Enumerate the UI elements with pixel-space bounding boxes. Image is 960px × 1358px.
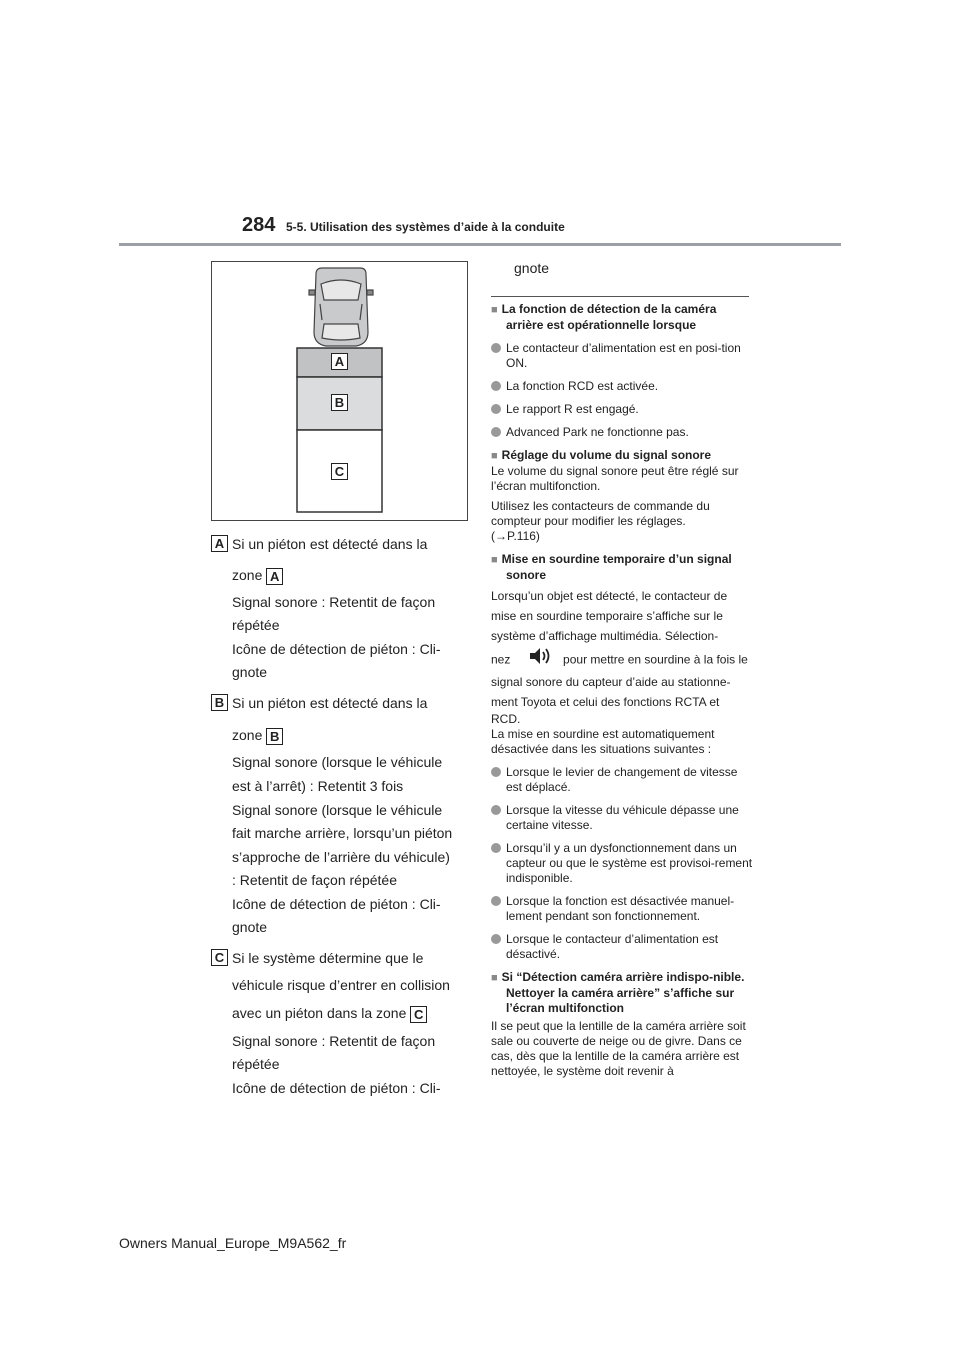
heading-camera-unavailable: ■ Si “Détection caméra arrière indispo-nible. Nettoyer la caméra arrière” s’affiche sur l’écran multifonction — [491, 970, 745, 1015]
bullet-icon — [491, 404, 501, 414]
zone-b-sound-rev-4: : Retentit de façon répétée — [232, 872, 397, 888]
paragraph: RCD. — [491, 712, 521, 726]
mute-paragraph: Lorsqu’un objet est détecté, le contacteur de mise en sourdine temporaire s’affiche sur le système d’affichage multimédia. Sélection- nez pour mettre en sourdine à la fois le signal sonore du capteur d’aide au stationne- ment Toyota et celui des fonctions RCTA et — [491, 589, 748, 709]
list-item: Lorsque la fonction est désactivée manuel-lement pendant son fonctionnement. — [491, 894, 753, 924]
zone-b-sound-rev: Signal sonore (lorsque le véhicule — [232, 802, 443, 818]
zone-b-icon-cont: gnote — [232, 919, 268, 935]
zone-a-sound: Signal sonore : Retentit de façon — [232, 594, 436, 610]
square-bullet-icon: ■ — [491, 554, 498, 566]
bullet-icon — [491, 343, 501, 353]
zone-c-label: C — [331, 463, 348, 480]
continued-text: gnote — [514, 260, 550, 276]
list-item: Lorsqu’il y a un dysfonctionnement dans un capteur ou que le système est provisoi-rement indisponible. — [491, 841, 753, 886]
paragraph: Le volume du signal sonore peut être réglé sur l’écran multifonction. — [491, 464, 739, 493]
zone-a-label: A — [331, 353, 348, 370]
zone-c-badge: C — [211, 949, 228, 966]
list-item: Lorsque la vitesse du véhicule dépasse une certaine vitesse. — [491, 803, 753, 833]
zone-c-sound: Signal sonore : Retentit de façon — [232, 1033, 436, 1049]
list-item: Lorsque le levier de changement de vitesse est déplacé. — [491, 765, 753, 795]
car-top-view-icon — [309, 268, 373, 346]
zone-word-b: zone B — [232, 723, 283, 747]
zone-c-sound-cont: répétée — [232, 1056, 280, 1072]
zone-c-icon: Icône de détection de piéton : Cli- — [232, 1080, 441, 1096]
zone-a-icon-cont: gnote — [232, 664, 268, 680]
list-item: Le rapport R est engagé. — [491, 402, 753, 417]
zone-c-desc-2: véhicule risque d’entrer en collision — [232, 977, 450, 993]
header-rule — [119, 243, 841, 246]
zone-b-sound-rev-3: s’approche de l’arrière du véhicule) — [232, 849, 450, 865]
zone-c-inline-badge: C — [410, 1006, 427, 1023]
list-item: Lorsque le contacteur d’alimentation est désactivé. — [491, 932, 753, 962]
column-rule — [491, 296, 749, 297]
paragraph: La mise en sourdine est automatiquement désactivée dans les situations suivantes : — [491, 727, 715, 756]
square-bullet-icon: ■ — [491, 450, 498, 462]
zone-a-icon: Icône de détection de piéton : Cli- — [232, 641, 441, 657]
speaker-mute-icon — [528, 646, 554, 675]
zone-b-badge: B — [211, 694, 228, 711]
list-item: Advanced Park ne fonctionne pas. — [491, 425, 753, 440]
zone-a-sound-cont: répétée — [232, 617, 280, 633]
rear-zone-figure — [211, 261, 468, 521]
square-bullet-icon: ■ — [491, 972, 498, 984]
zone-b-desc: Si un piéton est détecté dans la — [232, 695, 428, 711]
paragraph: Utilisez les contacteurs de commande du compteur pour modifier les réglages. — [491, 499, 710, 528]
right-column — [491, 302, 753, 1079]
bullet-icon — [491, 767, 501, 777]
zone-b-sound-stop: Signal sonore (lorsque le véhicule — [232, 754, 443, 770]
zone-b-label: B — [331, 394, 348, 411]
footer-text: Owners Manual_Europe_M9A562_fr — [119, 1235, 347, 1251]
zone-b-icon: Icône de détection de piéton : Cli- — [232, 896, 441, 912]
zone-b-sound-rev-2: fait marche arrière, lorsqu’un piéton — [232, 825, 453, 841]
bullet-icon — [491, 934, 501, 944]
bullet-icon — [491, 381, 501, 391]
zone-a-desc: Si un piéton est détecté dans la — [232, 536, 428, 552]
zone-a-inline-badge: A — [266, 568, 283, 585]
zone-c-desc: Si le système détermine que le — [232, 950, 424, 966]
zone-b-sound-stop-cont: est à l’arrêt) : Retentit 3 fois — [232, 778, 404, 794]
bullet-icon — [491, 427, 501, 437]
zone-c-desc-3: avec un piéton dans la zone C — [232, 1001, 427, 1025]
bullet-icon — [491, 896, 501, 906]
zone-word: zone A — [232, 563, 283, 587]
section-title: 5-5. Utilisation des systèmes d’aide à la conduite — [286, 220, 565, 234]
car-zones-diagram — [212, 262, 467, 520]
page-reference-link[interactable]: (→P.116) — [491, 529, 540, 543]
bullet-icon — [491, 805, 501, 815]
heading-camera-detection: ■ La fonction de détection de la caméra arrière est opérationnelle lorsque — [491, 302, 717, 332]
bullet-icon — [491, 843, 501, 853]
list-item: La fonction RCD est activée. — [491, 379, 753, 394]
list-item: Le contacteur d’alimentation est en posi-tion ON. — [491, 341, 753, 371]
paragraph: Il se peut que la lentille de la caméra arrière soit sale ou couverte de neige ou de givre. Dans ce cas, dès que la lentille de la caméra arrière est nettoyée, le système doit revenir à — [491, 1019, 746, 1078]
zone-b-inline-badge: B — [266, 728, 283, 745]
heading-volume: ■ Réglage du volume du signal sonore — [491, 448, 712, 462]
zone-a-badge: A — [211, 535, 228, 552]
heading-mute: ■ Mise en sourdine temporaire d’un signal sonore — [491, 552, 732, 582]
page-number: 284 — [242, 214, 276, 236]
square-bullet-icon: ■ — [491, 304, 498, 316]
